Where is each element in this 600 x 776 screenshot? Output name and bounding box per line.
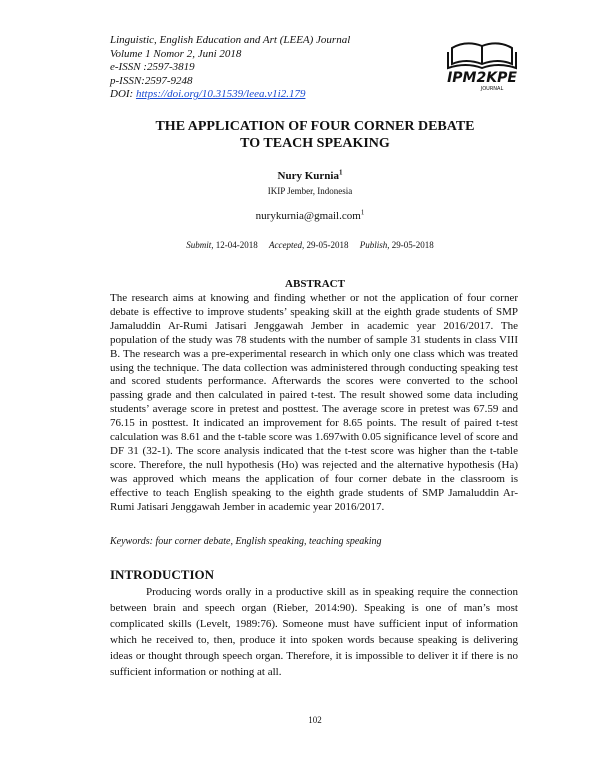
journal-pissn: p-ISSN:2597-9248 bbox=[110, 74, 193, 87]
journal-eissn: e-ISSN :2597-3819 bbox=[110, 61, 195, 74]
journal-volume: Volume 1 Nomor 2, Juni 2018 bbox=[110, 47, 242, 60]
logo-subtext: JOURNAL bbox=[480, 86, 504, 92]
doi-label: DOI: bbox=[110, 88, 134, 101]
page-number: 102 bbox=[308, 715, 322, 725]
submit-date: , 12-04-2018 bbox=[211, 240, 258, 250]
accepted-date: , 29-05-2018 bbox=[301, 240, 349, 250]
author-email bbox=[0, 210, 600, 222]
journal-info bbox=[110, 34, 350, 102]
logo-text: IPM2KPE bbox=[447, 70, 517, 86]
article-title bbox=[100, 119, 530, 152]
publish-date: , 29-05-2018 bbox=[387, 240, 434, 250]
publish-label: Publish bbox=[359, 240, 388, 250]
introduction-body: Producing words orally in a productive skill as in speaking require the connection between brain and speech organ (Rieber, 2014:90). Speaking is one of man’s most complicated skills (Levelt, 1989:76). Someone must have sufficient input of information which he received to, then, produce it into spoken words because speaking is delivering ideas or thought through speech organ. Therefore, it is impossible to deliver it if there is no sufficient information or nothing at all. bbox=[110, 586, 518, 678]
journal-logo bbox=[440, 36, 524, 92]
journal-name: Linguistic, English Education and Art (LEEA) Journal bbox=[110, 34, 351, 46]
author-affiliation: IKIP Jember, Indonesia bbox=[267, 186, 353, 196]
doi-link[interactable]: https://doi.org/10.31539/leea.v1i2.179 bbox=[135, 88, 306, 101]
publication-dates bbox=[0, 240, 600, 250]
author-sup: 1 bbox=[338, 168, 343, 177]
abstract-body: The research aims at knowing and finding whether or not the application of four corner debate is effective to improve students’ speaking skill at the eighth grade students of SMP Jamaluddin Ar-Rumi Jatisari Jenggawah Jember in academic year 2016/2017. The population of the study was 78 students with the number of sample 31 students in class VIII B. The research was a pre-experimental research in which only one class which was treated using the technique. The data collection was administered through conducting speaking test and scored students performance. Afterwards the scores were converted to the school passing grade and then calculated in paired t-test. The result showed some data including students’ average score in pretest and posttest. The average score in pretest was 67.59 and 76.15 in posttest. It indicated an improvement for 8.65 points. The result of paired t-test calculation was 8.61 and the t-table score was 1.697with 0.05 significance level of score and DF 31 (32-1). The score analysis indicated that the t-test score was higher than the t-table score. Therefore, the null hypothesis (Ho) was rejected and the alternative hypothesis (Ha) was approved which means the application of four corner debate in the classroom is effective to teach English speaking to the eighth grade students of SMP Jamaluddin Ar-Rumi Jatisari Jenggawah Jember in academic year 2016/2017. bbox=[110, 292, 518, 513]
introduction-heading: INTRODUCTION bbox=[110, 567, 215, 582]
email-sup: 1 bbox=[360, 208, 365, 217]
accepted-label: Accepted bbox=[269, 240, 302, 250]
journal-doi bbox=[110, 88, 350, 102]
submit-label: Submit bbox=[186, 240, 212, 250]
title-line-1: THE APPLICATION OF FOUR CORNER DEBATE bbox=[155, 119, 475, 134]
abstract-heading: ABSTRACT bbox=[285, 278, 345, 290]
email-text[interactable]: nurykurnia@gmail.com bbox=[255, 210, 361, 222]
title-line-2: TO TEACH SPEAKING bbox=[240, 135, 390, 151]
keywords: Keywords: four corner debate, English speaking, teaching speaking bbox=[110, 536, 382, 547]
open-book-icon bbox=[448, 43, 516, 68]
author-text: Nury Kurnia bbox=[277, 170, 339, 182]
author-name bbox=[0, 170, 600, 182]
